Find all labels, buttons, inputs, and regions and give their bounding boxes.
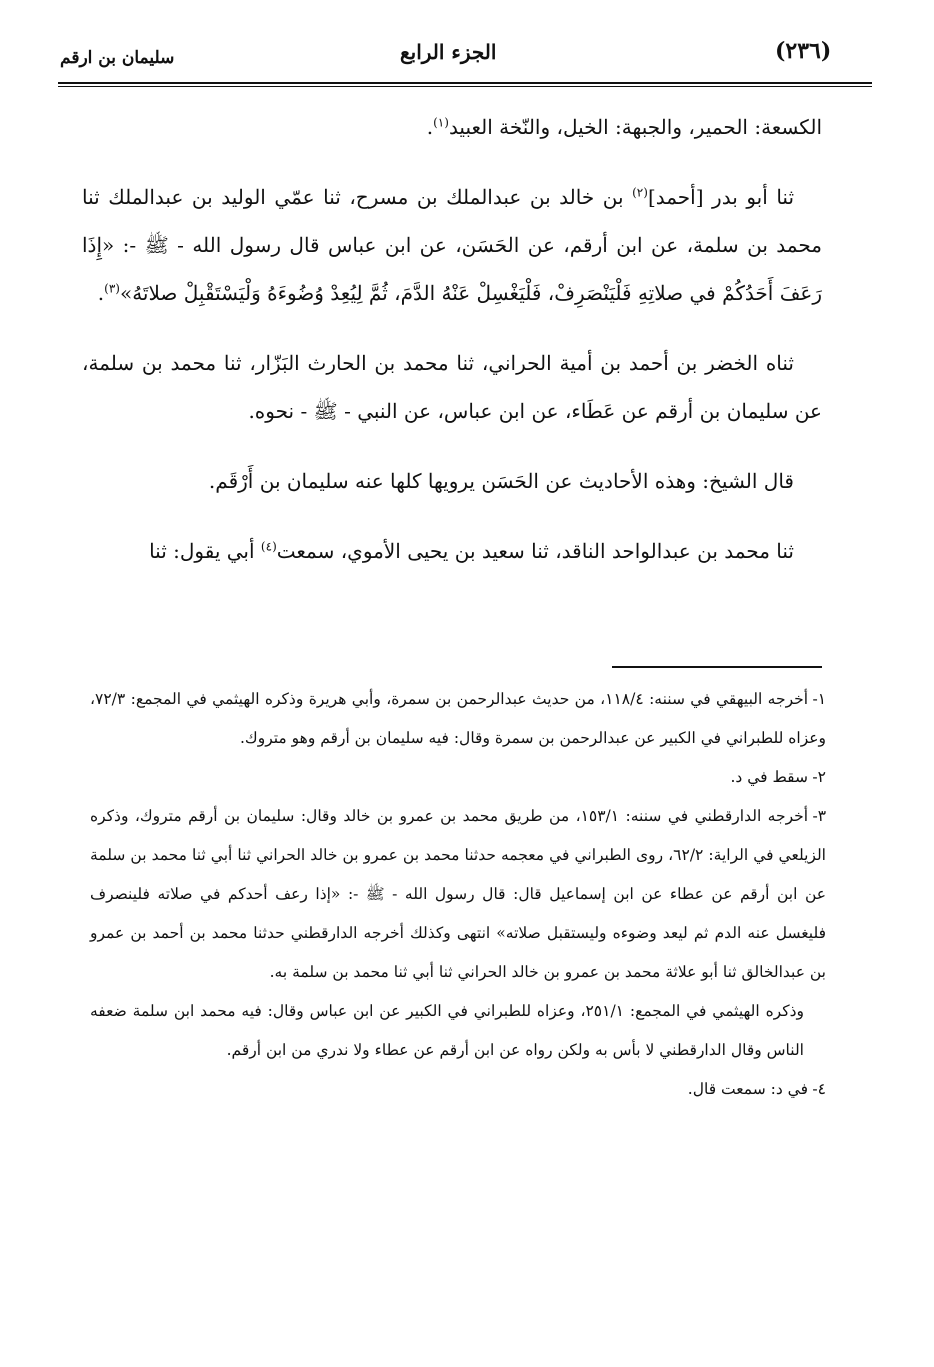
footnote-text: أخرجه الدارقطني في سننه: ١٥٣/١، من طريق محمد بن عمرو بن خالد وقال: سليمان بن أرقم متروك، وذكره الزيلعي في الراية: ٦٢/٢، روى الطبراني في معجمه حدثنا محمد بن عمرو بن خالد الحراني ثنا أبي ثنا محمد بن سلمة عن ابن أرقم عن عطاء عن ابن إسماعيل قال: قال رسول الله - ﷺ -: «إذا رعف أحدكم في صلاته فلينصرف فليغسل عنه الدم ثم ليعد وضوءه وليستقبل صلاته» انتهى وكذلك أخرجه الدارقطني حدثنا محمد بن أحمد بن عمرو بن عبدالخالق ثنا أبو علاثة محمد بن عمرو بن خالد الحراني ثنا أبي ثنا محمد بن سلمة به. (90, 807, 826, 981)
paragraph-4: قال الشيخ: وهذه الأحاديث عن الحَسَن يرويها كلها عنه سليمان بن أَرْقَم. (208, 469, 794, 493)
footnote-ref-2: (٢) (632, 185, 648, 200)
footnote-number: ٤- (812, 1080, 826, 1098)
page-number: (٢٣٦) (775, 38, 832, 64)
footnote-3 (90, 797, 826, 1070)
header-rule (58, 82, 872, 84)
footnotes (90, 680, 826, 1109)
footnote-ref-4: (٤) (260, 539, 277, 554)
footnote-number: ٢- (812, 768, 826, 786)
footnote-text: في د: سمعت قال. (687, 1080, 808, 1098)
footnote-text-continued: وذكره الهيثمي في المجمع: ٢٥١/١، وعزاه للطبراني في الكبير عن ابن عباس وقال: فيه محمد ابن سلمة ضعفه الناس وقال الدارقطني لا بأس به ولكن رواه عن ابن أرقم عن عطاء ولا ندري من ابن أرقم. (90, 1002, 805, 1059)
footnote-4 (90, 1070, 826, 1109)
main-text (82, 103, 822, 597)
footnote-ref-3: (٣) (104, 281, 120, 296)
footnote-ref-1: (١) (433, 115, 449, 130)
footnote-text: أخرجه البيهقي في سننه: ١١٨/٤، من حديث عبدالرحمن بن سمرة، وأبي هريرة وذكره الهيثمي في المجمع: ٧٢/٣، وعزاه للطبراني في الكبير عن عبدالرحمن بن سمرة وقال: فيه سليمان بن أرقم وهو متروك. (90, 690, 826, 747)
header-rule-thin (58, 86, 872, 87)
footnote-number: ١- (812, 690, 827, 708)
footnote-2 (90, 758, 826, 797)
paragraph-2: ثنا أبو بدر [أحمد]$^{(٢)}$ بن خالد بن عبدالملك بن مسرح، ثنا عمّي الوليد بن عبدالملك ثنا محمد بن سلمة، عن ابن أرقم، عن الحَسَن، عن ابن عباس قال رسول الله - ﷺ -: «إِذَا رَعَفَ أَحَدُكُمْ في صلاتِهِ فَلْيَنْصَرِفْ، فَلْيَغْسِلْ عَنْهُ الدَّمَ، ثُمَّ لِيُعِدْ وُضُوءَهُ وَلْيَسْتَقْبِلْ صلاتَهُ»$^{(٣)}$. (82, 185, 822, 305)
running-title: سليمان بن ارقم (60, 48, 175, 68)
footnote-number: ٣- (812, 807, 827, 825)
footnote-text: سقط في د. (730, 768, 808, 786)
footnote-1 (90, 680, 826, 758)
page-header (40, 38, 894, 78)
paragraph-5: ثنا محمد بن عبدالواحد الناقد، ثنا سعيد بن يحيى الأموي، سمعت$^{(٤)}$ أبي يقول: ثنا (149, 539, 794, 563)
footnote-separator (612, 666, 822, 668)
paragraph-1: الكسعة: الحمير، والجبهة: الخيل، والنّخة العبيد$^{(١)}$. (426, 115, 822, 139)
paragraph-3: ثناه الخضر بن أحمد بن أمية الحراني، ثنا محمد بن الحارث البَزّار، ثنا محمد بن سلمة، عن سليمان بن أرقم عن عَطَاء، عن ابن عباس، عن النبي - ﷺ - نحوه. (82, 351, 822, 423)
part-title: الجزء الرابع (400, 40, 497, 64)
